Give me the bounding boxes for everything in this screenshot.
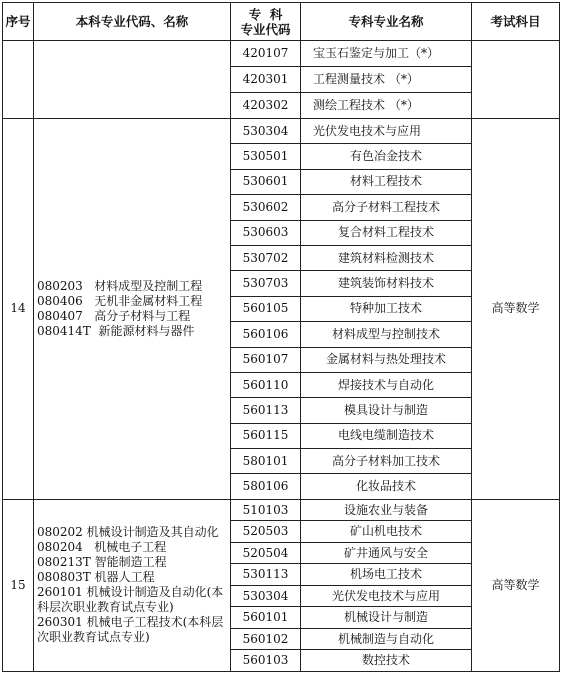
group15-majors: [34, 499, 231, 671]
name-cell: 化妆品技术: [301, 474, 472, 499]
header-code-line2: 专业代码: [240, 21, 291, 37]
name-cell: 机械设计与制造: [301, 607, 472, 629]
name-cell: 高分子材料工程技术: [301, 195, 472, 220]
header-exam: 考试科目: [472, 3, 560, 41]
group15-exam: 高等数学: [472, 499, 560, 671]
group14-majors: [34, 119, 231, 500]
name-cell: 特种加工技术: [301, 296, 472, 321]
header-code: [231, 3, 301, 41]
major-item: 080213T 智能制造工程: [37, 555, 167, 570]
major-item: 260101 机械设计制造及自动化(本科层次职业教育试点专业): [37, 585, 224, 615]
name-cell: 机械制造与自动化: [301, 628, 472, 650]
name-cell: 建筑材料检测技术: [301, 245, 472, 270]
major-item: 080407 高分子材料与工程: [37, 308, 191, 323]
name-cell: 矿井通风与安全: [301, 542, 472, 564]
code-cell: 580101: [231, 449, 301, 474]
code-cell: 530304: [231, 119, 301, 144]
group0-major-cell: [34, 41, 231, 119]
major-item: 080203 材料成型及控制工程: [37, 278, 203, 293]
name-cell: 模具设计与制造: [301, 398, 472, 423]
code-cell: 530304: [231, 585, 301, 607]
table-row: [3, 119, 560, 144]
code-cell: 510103: [231, 499, 301, 521]
table-row: [3, 41, 560, 67]
header-major: 本科专业代码、名称: [34, 3, 231, 41]
name-cell: 复合材料工程技术: [301, 220, 472, 245]
name-cell: 材料工程技术: [301, 169, 472, 194]
code-cell: 520504: [231, 542, 301, 564]
code-cell: 530703: [231, 271, 301, 296]
code-cell: 530602: [231, 195, 301, 220]
major-item: 080803T 机器人工程: [37, 570, 155, 585]
major-item: 080406 无机非金属材料工程: [37, 293, 203, 308]
group15-seq: 15: [3, 499, 34, 671]
code-cell: 530601: [231, 169, 301, 194]
code-cell: 560106: [231, 322, 301, 347]
table-row: [3, 499, 560, 521]
name-cell: 金属材料与热处理技术: [301, 347, 472, 372]
code-cell: 520503: [231, 521, 301, 543]
name-cell: 光伏发电技术与应用: [301, 585, 472, 607]
code-cell: 560102: [231, 628, 301, 650]
header-name: 专科专业名称: [301, 3, 472, 41]
header-code-line1: 专 科: [248, 6, 283, 22]
name-cell: 数控技术: [301, 650, 472, 672]
name-cell: 机场电工技术: [301, 564, 472, 586]
name-cell: 设施农业与装备: [301, 499, 472, 521]
major-item: 080202 机械设计制造及其自动化: [37, 525, 219, 540]
group0-exam-cell: [472, 41, 560, 119]
code-cell: 560113: [231, 398, 301, 423]
name-cell: 有色冶金技术: [301, 144, 472, 169]
code-cell: 560101: [231, 607, 301, 629]
name-cell: 工程测量技术 （*）: [301, 67, 472, 93]
code-cell: 580106: [231, 474, 301, 499]
code-cell: 560107: [231, 347, 301, 372]
code-cell: 420302: [231, 93, 301, 119]
major-item: 080414T 新能源材料与器件: [37, 323, 195, 338]
header-seq: 序号: [3, 3, 34, 41]
code-cell: 560105: [231, 296, 301, 321]
code-cell: 530113: [231, 564, 301, 586]
table-header-row: [3, 3, 560, 41]
code-cell: 560110: [231, 372, 301, 397]
group0-seq-cell: [3, 41, 34, 119]
code-cell: 530603: [231, 220, 301, 245]
name-cell: 矿山机电技术: [301, 521, 472, 543]
name-cell: 高分子材料加工技术: [301, 449, 472, 474]
group14-seq: 14: [3, 119, 34, 500]
name-cell: 材料成型与控制技术: [301, 322, 472, 347]
code-cell: 530501: [231, 144, 301, 169]
name-cell: 宝玉石鉴定与加工（*）: [301, 41, 472, 67]
name-cell: 电线电缆制造技术: [301, 423, 472, 448]
major-item: 260301 机械电子工程技术(本科层次职业教育试点专业): [37, 615, 224, 645]
code-cell: 560103: [231, 650, 301, 672]
name-cell: 建筑装饰材料技术: [301, 271, 472, 296]
name-cell: 测绘工程技术 （*）: [301, 93, 472, 119]
group14-exam: 高等数学: [472, 119, 560, 500]
code-cell: 420301: [231, 67, 301, 93]
name-cell: 焊接技术与自动化: [301, 372, 472, 397]
major-item: 080204 机械电子工程: [37, 540, 167, 555]
code-cell: 530702: [231, 245, 301, 270]
code-cell: 560115: [231, 423, 301, 448]
name-cell: 光伏发电技术与应用: [301, 119, 472, 144]
admission-subject-table: [2, 2, 560, 672]
code-cell: 420107: [231, 41, 301, 67]
